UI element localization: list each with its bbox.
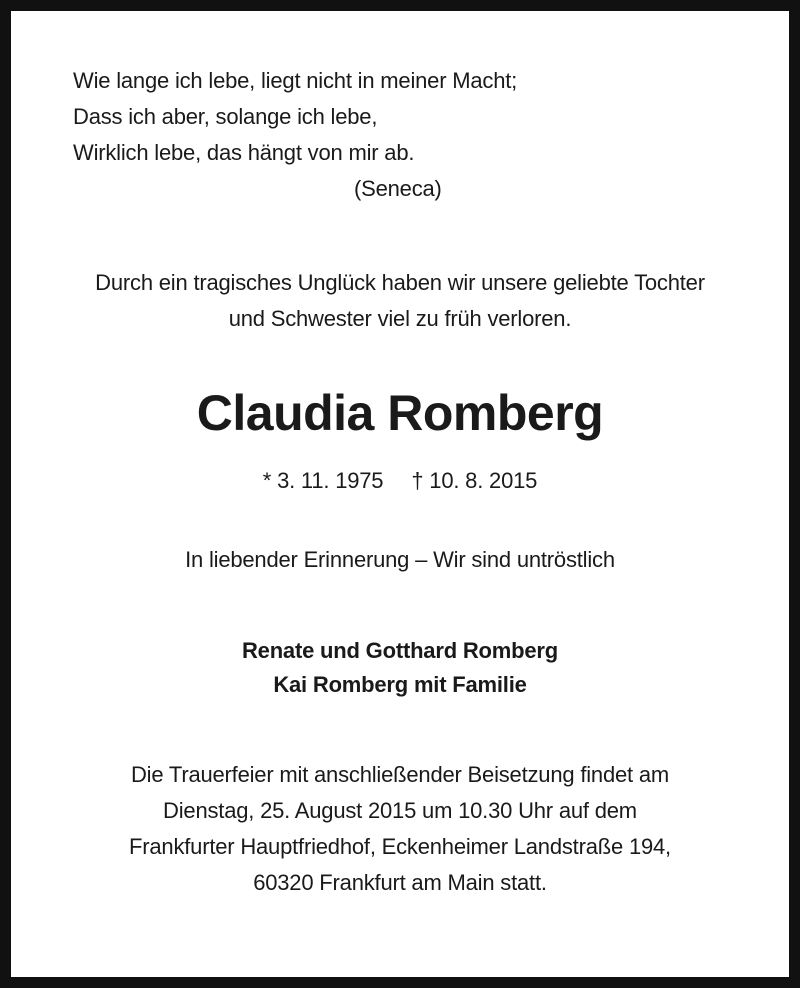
death-date: † 10. 8. 2015: [411, 468, 538, 493]
quote-line: Wie lange ich lebe, liegt nicht in meiner Macht;: [73, 68, 518, 93]
funeral-info-line: Die Trauerfeier mit anschließender Beisetzung findet am: [130, 762, 670, 787]
deceased-name: Claudia Romberg: [196, 385, 604, 441]
mourner-name: Kai Romberg mit Familie: [273, 672, 527, 697]
announcement-line: Durch ein tragisches Unglück haben wir unsere geliebte Tochter: [95, 270, 705, 295]
quote-line: Wirklich lebe, das hängt von mir ab.: [73, 140, 415, 165]
quote-line: Dass ich aber, solange ich lebe,: [73, 104, 378, 129]
mourner-name: Renate und Gotthard Romberg: [241, 638, 559, 663]
announcement-line: und Schwester viel zu früh verloren.: [228, 306, 572, 331]
life-dates: [11, 463, 789, 499]
funeral-info-line: 60320 Frankfurt am Main statt.: [253, 870, 547, 895]
quote-author: (Seneca): [354, 176, 442, 201]
funeral-info-line: Dienstag, 25. August 2015 um 10.30 Uhr auf dem: [163, 798, 637, 823]
funeral-info-line: Frankfurter Hauptfriedhof, Eckenheimer Landstraße 194,: [129, 834, 671, 859]
birth-date: * 3. 11. 1975: [262, 468, 384, 493]
remembrance-line: In liebender Erinnerung – Wir sind untröstlich: [185, 547, 615, 572]
